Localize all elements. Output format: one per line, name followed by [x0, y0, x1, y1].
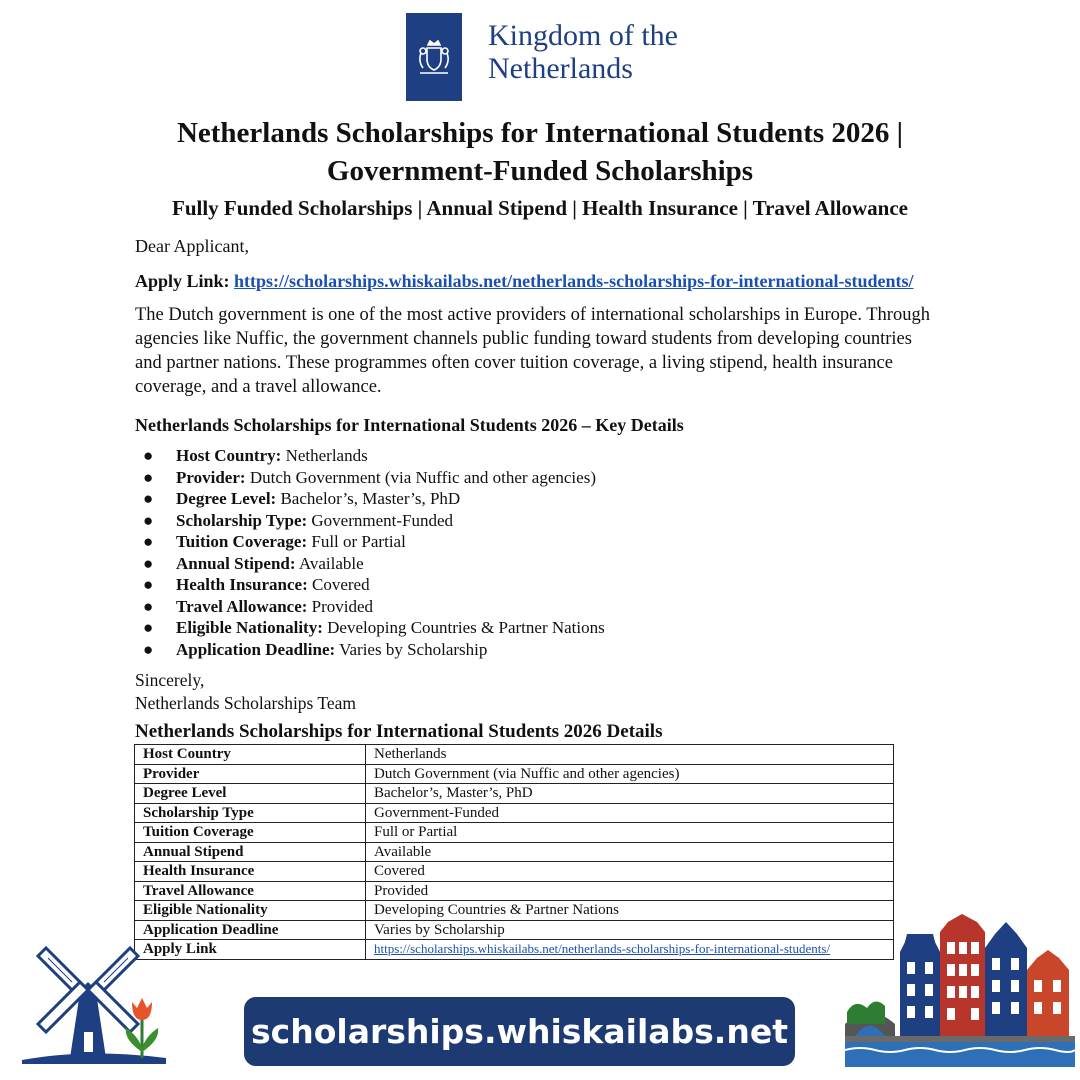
detail-label: Scholarship Type: — [176, 510, 308, 530]
signature: Netherlands Scholarships Team — [135, 693, 357, 713]
page-title — [0, 114, 1080, 190]
table-key: Provider — [135, 764, 366, 784]
table-apply-link[interactable]: https://scholarships.whiskailabs.net/netherlands-scholarships-for-international-students/ — [374, 941, 831, 957]
detail-label: Provider: — [176, 467, 246, 487]
subtitle: Fully Funded Scholarships | Annual Stipend | Health Insurance | Travel Allowance — [172, 196, 908, 220]
bullet-icon: ● — [143, 532, 154, 551]
detail-value: Varies by Scholarship — [339, 639, 488, 659]
detail-value: Provided — [311, 596, 374, 616]
table-value: Provided — [366, 881, 894, 901]
list-item — [135, 488, 605, 510]
table-key: Health Insurance — [135, 862, 366, 882]
table-key: Scholarship Type — [135, 803, 366, 823]
title-line-1: Netherlands Scholarships for International Students 2026 | — [176, 117, 904, 149]
apply-link-label: Apply Link: — [135, 271, 230, 291]
government-logo — [406, 13, 678, 101]
table-key: Eligible Nationality — [135, 901, 366, 921]
bullet-icon: ● — [143, 618, 154, 637]
table-row — [135, 745, 894, 765]
table-row — [135, 862, 894, 882]
detail-value: Netherlands — [285, 446, 368, 465]
website-banner: scholarships.whiskailabs.net — [244, 997, 795, 1066]
table-value: Netherlands — [366, 745, 894, 765]
bullet-icon: ● — [143, 575, 154, 594]
bullet-icon: ● — [143, 510, 154, 530]
list-item — [135, 510, 605, 532]
detail-value: Developing Countries & Partner Nations — [327, 618, 605, 637]
detail-value: Covered — [312, 575, 370, 594]
table-value: Covered — [366, 862, 894, 882]
signoff-text: Sincerely, — [135, 670, 205, 690]
table-value: Available — [366, 842, 894, 862]
table-key: Application Deadline — [135, 920, 366, 940]
table-row — [135, 803, 894, 823]
table-value: Dutch Government (via Nuffic and other agencies) — [366, 764, 894, 784]
title-line-2: Government-Funded Scholarships — [326, 155, 754, 187]
intro-paragraph: The Dutch government is one of the most active providers of international scholarships in Europe. Through agencies like Nuffic, the government channels public funding toward students from developing countries and partner nations. These programmes often cover tuition coverage, a living stipend, health insurance coverage, and a travel allowance. — [135, 305, 930, 397]
table-value: Developing Countries & Partner Nations — [366, 901, 894, 921]
canal-houses-illustration — [845, 912, 1075, 1072]
detail-value: Government-Funded — [311, 510, 454, 530]
detail-label: Tuition Coverage: — [176, 532, 308, 551]
table-row — [135, 842, 894, 862]
bullet-icon: ● — [143, 553, 154, 573]
detail-label: Travel Allowance: — [176, 596, 308, 616]
bullet-icon: ● — [143, 467, 154, 487]
detail-label: Eligible Nationality: — [176, 618, 323, 637]
list-item — [135, 467, 605, 489]
table-key: Annual Stipend — [135, 842, 366, 862]
table-key: Degree Level — [135, 784, 366, 804]
table-key: Tuition Coverage — [135, 823, 366, 843]
list-item — [135, 574, 605, 596]
detail-value: Full or Partial — [311, 532, 406, 551]
key-details-list — [135, 445, 605, 660]
table-row — [135, 901, 894, 921]
list-item — [135, 639, 605, 661]
detail-label: Host Country: — [176, 446, 282, 465]
windmill-tulip-illustration — [18, 940, 168, 1070]
bullet-icon: ● — [143, 596, 154, 616]
greeting: Dear Applicant, — [135, 236, 249, 256]
table-row — [135, 823, 894, 843]
list-item — [135, 617, 605, 639]
details-table — [134, 744, 894, 960]
logo-line-1: Kingdom of the — [488, 19, 678, 52]
signoff — [135, 669, 955, 715]
table-value: Full or Partial — [366, 823, 894, 843]
table-value: Government-Funded — [366, 803, 894, 823]
key-details-heading: Netherlands Scholarships for International Students 2026 – Key Details — [135, 415, 684, 435]
list-item — [135, 531, 605, 553]
table-value: Bachelor’s, Master’s, PhD — [366, 784, 894, 804]
table-key: Apply Link — [135, 940, 366, 960]
bullet-icon: ● — [143, 639, 154, 659]
detail-label: Application Deadline: — [176, 639, 336, 659]
table-value — [366, 940, 894, 960]
table-key: Host Country — [135, 745, 366, 765]
table-row — [135, 920, 894, 940]
bullet-icon: ● — [143, 446, 154, 465]
table-heading: Netherlands Scholarships for International Students 2026 Details — [135, 721, 663, 742]
detail-label: Degree Level: — [176, 489, 277, 508]
list-item — [135, 445, 605, 467]
list-item — [135, 553, 605, 575]
logo-line-2: Netherlands — [488, 52, 633, 85]
detail-label: Health Insurance: — [176, 575, 308, 594]
canal-houses-icon — [845, 912, 1075, 1067]
table-value: Varies by Scholarship — [366, 920, 894, 940]
coat-of-arms-icon — [406, 13, 462, 101]
bullet-icon: ● — [143, 489, 154, 508]
table-row — [135, 881, 894, 901]
detail-value: Bachelor’s, Master’s, PhD — [280, 489, 461, 508]
table-row — [135, 940, 894, 960]
detail-label: Annual Stipend: — [176, 553, 296, 573]
detail-value: Available — [298, 553, 364, 573]
table-row — [135, 784, 894, 804]
apply-link[interactable]: https://scholarships.whiskailabs.net/netherlands-scholarships-for-international-students/ — [234, 271, 914, 291]
table-row — [135, 764, 894, 784]
list-item — [135, 596, 605, 618]
apply-link-line — [135, 269, 955, 293]
table-key: Travel Allowance — [135, 881, 366, 901]
windmill-icon — [18, 940, 168, 1065]
detail-value: Dutch Government (via Nuffic and other agencies) — [249, 467, 596, 487]
